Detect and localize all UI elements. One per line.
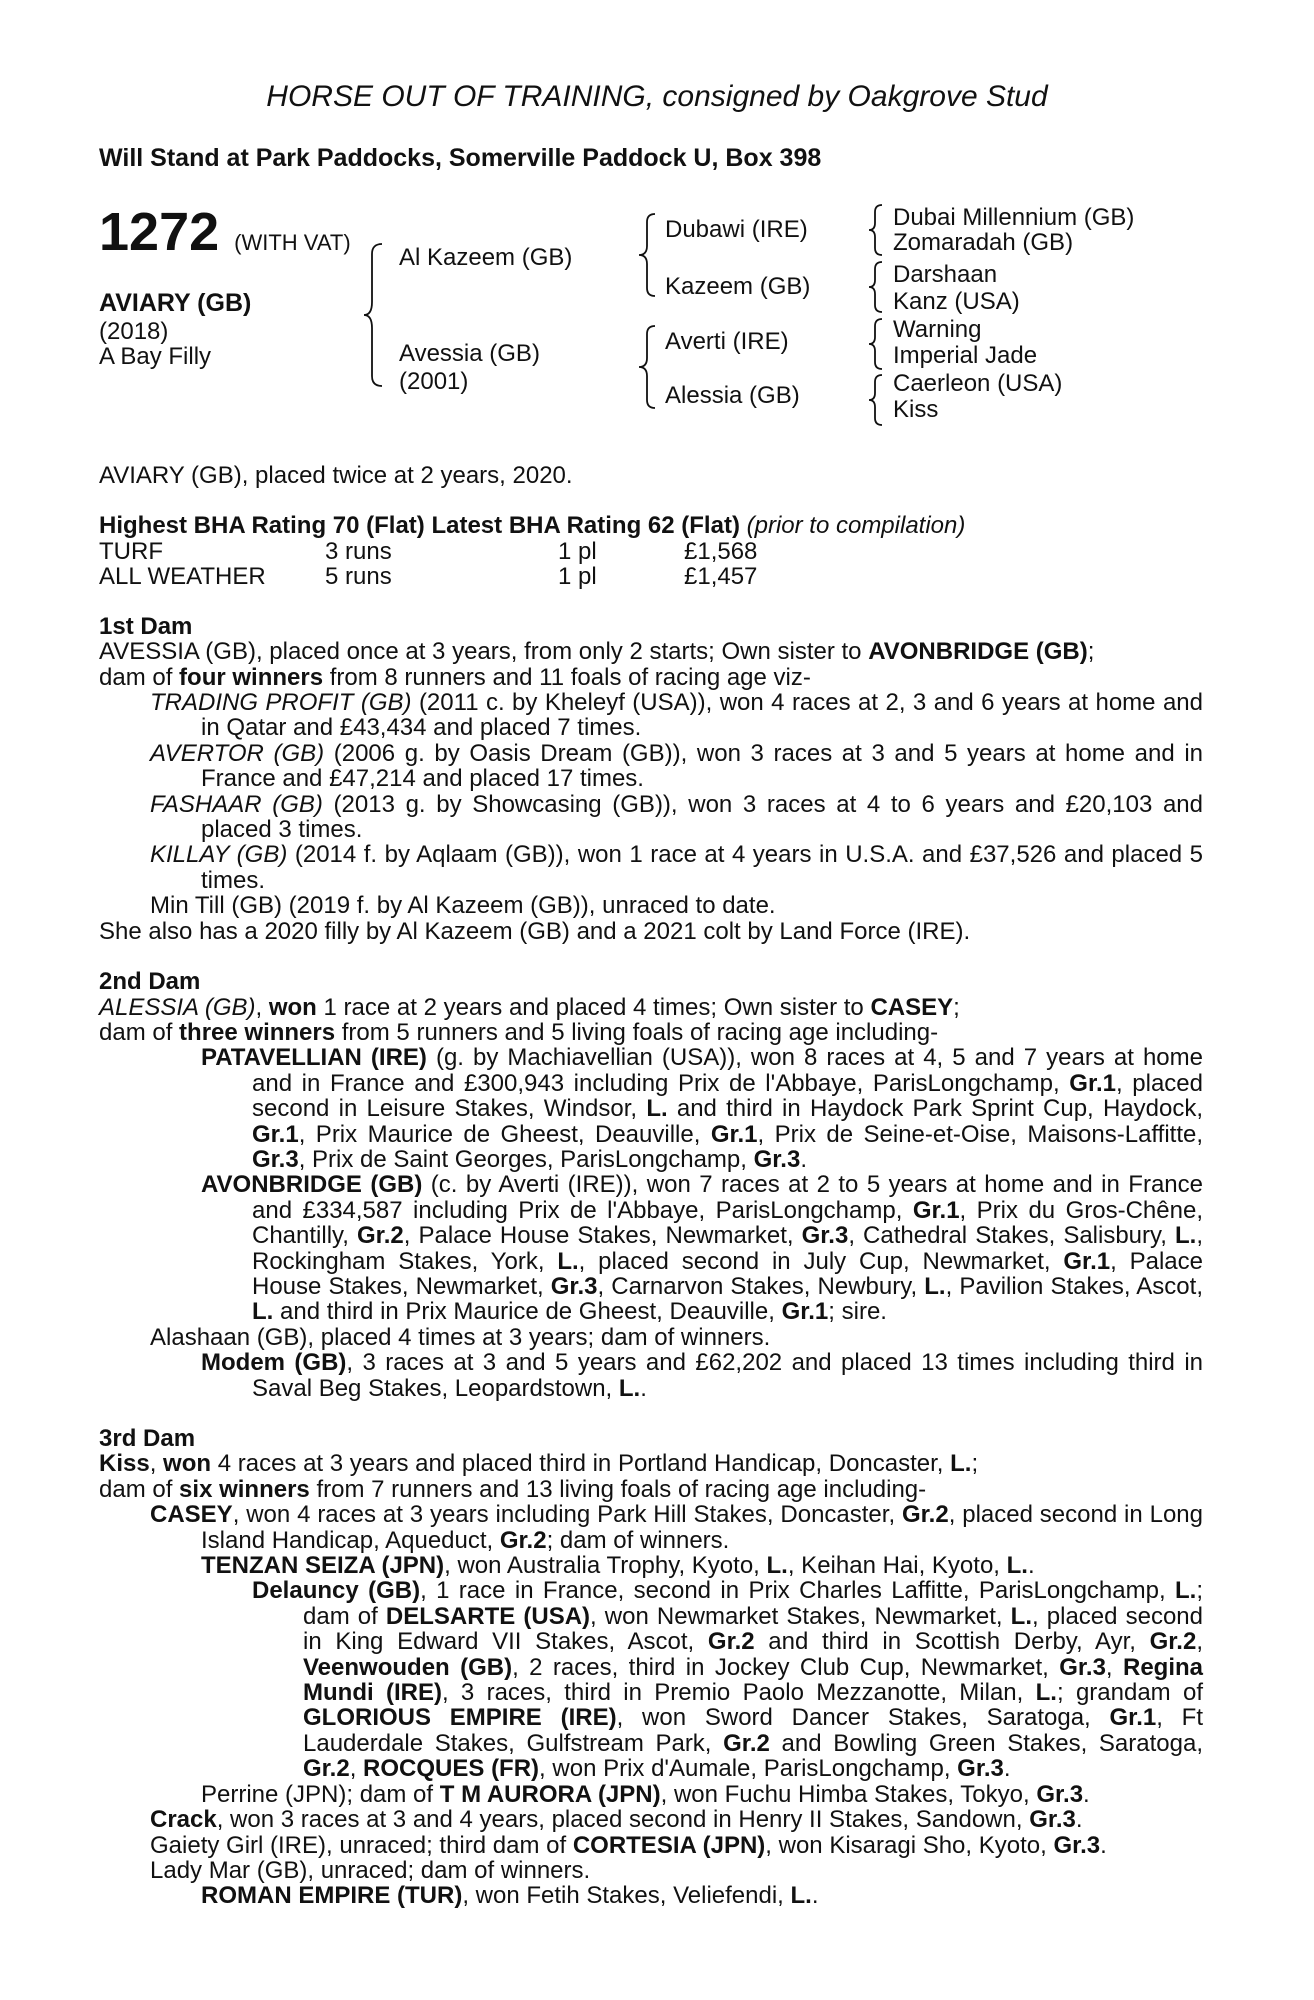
text-span: , placed second in Leisure Stakes, Windsor, — [252, 1069, 1203, 1123]
text-span: , — [1105, 1653, 1123, 1681]
first-dam-dam-of — [99, 665, 1203, 690]
runs-count: 3 runs — [325, 537, 392, 565]
text-span: Gr.1 — [1069, 1069, 1116, 1097]
text-span: from 7 runners and 13 living foals of racing age including- — [309, 1475, 927, 1503]
second-dam-intro — [99, 995, 1203, 1020]
bha-rating-text: Highest BHA Rating 70 (Flat) Latest BHA Rating 62 (Flat) — [99, 512, 740, 540]
text-span: , — [149, 1450, 164, 1478]
dam-dam: Alessia (GB) — [665, 382, 800, 409]
produce-name: ROMAN EMPIRE (TUR) — [201, 1882, 463, 1910]
runs-prize: £1,457 — [684, 562, 758, 590]
winner-count: four winners — [179, 663, 324, 691]
text-span: , — [349, 1755, 364, 1783]
sire-sire-dam: Zomaradah (GB) — [893, 229, 1074, 256]
sire-sire-sire: Dubai Millennium (GB) — [893, 204, 1135, 231]
text-span: . — [640, 1374, 647, 1402]
produce-text: (2014 f. by Aqlaam (GB)), won 1 race at 4 years in U.S.A. and £37,526 and placed 5 times. — [201, 841, 1204, 894]
text-span: , won Newmarket Stakes, Newmarket, — [590, 1602, 1011, 1630]
text-span: L. — [950, 1450, 972, 1478]
race-summary: AVIARY (GB), placed twice at 2 years, 2020. — [99, 462, 573, 489]
text-span: Gr.3 — [1036, 1780, 1084, 1808]
text-span: , 3 races at 3 and 5 years and £62,202 and placed 13 times including third in Saval Beg Stakes, Leopardstown, — [252, 1349, 1203, 1402]
list-item — [99, 690, 1203, 741]
text-span: , placed second in Long Island Handicap, Aqueduct, — [201, 1501, 1203, 1554]
text-span: T M AURORA (JPN) — [439, 1780, 661, 1808]
text-span: Gr.3 — [753, 1145, 801, 1173]
second-dam-dam-of — [99, 1020, 1203, 1045]
text-span: ; sire. — [828, 1298, 887, 1326]
sire: Al Kazeem (GB) — [399, 244, 573, 271]
bha-rating — [99, 513, 1203, 538]
text-span: (g. by Machiavellian (USA)), won 8 races at 4, 5 and 7 years at home and in France and £300,943 including Prix de l'Abbaye, ParisLongchamp, — [252, 1044, 1203, 1097]
text-span: ROCQUES (FR) — [363, 1755, 540, 1783]
text-span: Gr.2 — [303, 1755, 350, 1783]
text-span: , Cathedral Stakes, Salisbury, — [848, 1222, 1175, 1250]
runs-prize: £1,568 — [684, 537, 758, 565]
text-span: , Carnarvon Stakes, Newbury, — [597, 1272, 925, 1300]
text: dam of — [99, 663, 180, 691]
produce-name: KILLAY (GB) — [150, 841, 288, 869]
text: ; — [1087, 638, 1095, 666]
horse-description: A Bay Filly — [99, 343, 212, 370]
horse-name: AVIARY (GB) — [99, 289, 252, 317]
text-span: , Pavilion Stakes, Ascot, — [945, 1272, 1203, 1300]
sire-dam: Kazeem (GB) — [665, 273, 811, 300]
table-row — [99, 564, 757, 589]
text-span: Gr.3 — [1059, 1653, 1106, 1681]
text-span: L. — [924, 1272, 946, 1300]
text-span: , placed second in July Cup, Newmarket, — [578, 1247, 1064, 1275]
text-span: , won 3 races at 3 and 4 years, placed second in Henry II Stakes, Sandown, — [216, 1806, 1030, 1834]
text-span: Gr.1 — [912, 1196, 960, 1224]
dam-dam-sire: Caerleon (USA) — [893, 370, 1063, 397]
text-span: L. — [557, 1247, 579, 1275]
produce-name: TENZAN SEIZA (JPN) — [201, 1552, 445, 1580]
text-span: , placed second in King Edward VII Stakes, Ascot, — [303, 1602, 1203, 1656]
dam-sire: Averti (IRE) — [665, 328, 789, 355]
dam-sire-dam: Imperial Jade — [893, 342, 1038, 369]
text-span: L. — [1010, 1602, 1032, 1630]
runs-placed: 1 pl — [558, 537, 597, 565]
text-span: , won Prix d'Aumale, ParisLongchamp, — [539, 1755, 958, 1783]
list-item — [99, 792, 1203, 843]
text-span: L. — [766, 1552, 788, 1580]
text: AVESSIA (GB), placed once at 3 years, from only 2 starts; Own sister to — [99, 638, 869, 666]
text-span: , 1 race in France, second in Prix Charles Laffitte, ParisLongchamp, — [420, 1577, 1175, 1605]
text-span: Gr.3 — [957, 1755, 1004, 1783]
text-span: , Ft Lauderdale Stakes, Gulfstream Park, — [303, 1704, 1203, 1757]
first-dam-also: She also has a 2020 filly by Al Kazeem (GB) and a 2021 colt by Land Force (IRE). — [99, 917, 971, 945]
produce-text: (2013 g. by Showcasing (GB)), won 3 races at 4 to 6 years and £20,103 and placed 3 times. — [201, 790, 1204, 844]
text-span: , Prix Maurice de Gheest, Deauville, — [298, 1120, 711, 1148]
text-span: , 3 races, third in Premio Paolo Mezzanotte, Milan, — [441, 1679, 1036, 1707]
text-span: DELSARTE (USA) — [385, 1602, 591, 1630]
produce-name: TRADING PROFIT (GB) — [150, 689, 412, 717]
list-item — [99, 1172, 1203, 1324]
dam-year: (2001) — [399, 368, 469, 395]
text-span: Gr.3 — [252, 1145, 299, 1173]
text-span: , won Fuchu Himba Stakes, Tokyo, — [660, 1780, 1037, 1808]
text-span: , Palace House Stakes, Newmarket, — [252, 1247, 1203, 1300]
text-span: (c. by Averti (IRE)), won 7 races at 2 to 5 years at home and in France and £334,587 including Prix de l'Abbaye, ParisLongchamp, — [252, 1171, 1203, 1224]
text-span: and third in Prix Maurice de Gheest, Deauville, — [273, 1298, 782, 1326]
pedigree-brace-1 — [360, 240, 390, 390]
text-span: Gr.1 — [781, 1298, 829, 1326]
text-span: . — [811, 1882, 819, 1910]
text-span: ; grandam of — [1056, 1679, 1203, 1707]
list-item — [99, 1807, 1203, 1832]
text-span: . — [1003, 1755, 1011, 1783]
text-span: L. — [790, 1882, 812, 1910]
catalogue-body — [99, 463, 1203, 1909]
pedigree-brace-dd — [866, 372, 886, 428]
produce-name: CASEY — [150, 1501, 233, 1529]
bha-rating-note: (prior to compilation) — [746, 512, 966, 540]
list-item: Min Till (GB) (2019 f. by Al Kazeem (GB)), unraced to date. — [150, 892, 776, 920]
text-span: Gr.2 — [901, 1501, 949, 1529]
text-span: Gr.1 — [710, 1120, 758, 1148]
text-span: , won Sword Dancer Stakes, Saratoga, — [616, 1704, 1110, 1732]
text: 1 race at 2 years and placed 4 times; Own sister to — [316, 993, 871, 1021]
text-span: L. — [1175, 1222, 1197, 1250]
text-span: Gaiety Girl (IRE), unraced; third dam of — [150, 1831, 573, 1859]
sire-dam-dam: Kanz (USA) — [893, 288, 1020, 315]
list-item — [99, 1833, 1203, 1858]
text-span: , Rockingham Stakes, York, — [252, 1222, 1203, 1275]
text: from 5 runners and 5 living foals of racing age including- — [335, 1018, 939, 1046]
list-item — [99, 741, 1203, 792]
text-span: Gr.2 — [1149, 1628, 1197, 1656]
produce-text: (2011 c. by Kheleyf (USA)), won 4 races at 2, 3 and 6 years at home and in Qatar and £43,434 and placed 7 times. — [201, 689, 1203, 742]
text-span: . — [1100, 1831, 1107, 1859]
text-span: , won Australia Trophy, Kyoto, — [444, 1552, 767, 1580]
list-item — [99, 1045, 1203, 1172]
text-span: , won 4 races at 3 years including Park Hill Stakes, Doncaster, — [232, 1501, 902, 1529]
dam-sire-sire: Warning — [893, 316, 982, 343]
won-label: won — [163, 1450, 212, 1478]
lot-number — [99, 202, 351, 270]
lot-number-value: 1272 — [99, 202, 220, 262]
text-span: , Prix de Saint Georges, ParisLongchamp, — [298, 1145, 754, 1173]
produce-name: Delauncy (GB) — [252, 1577, 421, 1605]
text-span: Gr.1 — [1109, 1704, 1157, 1732]
winner-count: three winners — [179, 1018, 336, 1046]
pedigree-brace-sire — [633, 210, 663, 300]
dam: Avessia (GB) — [399, 340, 540, 367]
produce-name: AVERTOR (GB) — [150, 739, 325, 767]
text-span: ; — [971, 1450, 979, 1478]
runs-surface: ALL WEATHER — [99, 562, 266, 590]
text-span: . — [1027, 1552, 1035, 1580]
text-span: , Palace House Stakes, Newmarket, — [403, 1222, 802, 1250]
list-item — [99, 1553, 1203, 1578]
text-span: Gr.2 — [499, 1526, 547, 1554]
text-span: L. — [646, 1095, 668, 1123]
vat-note: (WITH VAT) — [234, 230, 351, 255]
second-dam-heading: 2nd Dam — [99, 968, 201, 996]
text: ; — [953, 993, 960, 1021]
list-item — [99, 1350, 1203, 1401]
list-item: Lady Mar (GB), unraced; dam of winners. — [150, 1856, 591, 1884]
text-span: . — [800, 1145, 807, 1173]
text-span: and third in Scottish Derby, Ayr, — [754, 1628, 1150, 1656]
text: , — [255, 993, 269, 1021]
text: dam of — [99, 1018, 180, 1046]
first-dam-heading: 1st Dam — [99, 612, 193, 640]
page-title: HORSE OUT OF TRAINING, consigned by Oakgrove Stud — [266, 80, 1048, 113]
text-span: L. — [1175, 1577, 1197, 1605]
text-span: Gr.2 — [357, 1222, 404, 1250]
sire-dam-sire: Darshaan — [893, 261, 998, 288]
third-dam-heading: 3rd Dam — [99, 1425, 196, 1452]
text-span: CORTESIA (JPN) — [572, 1831, 766, 1859]
text-span: Perrine (JPN); dam of — [201, 1780, 440, 1808]
text-span: Regina Mundi (IRE) — [303, 1653, 1204, 1707]
text-span: Veenwouden (GB) — [303, 1653, 513, 1681]
text-span: Gr.3 — [1029, 1806, 1076, 1834]
text-span: and Bowling Green Stakes, Saratoga, — [769, 1729, 1204, 1757]
list-item — [99, 842, 1203, 893]
text-span: Gr.2 — [707, 1628, 755, 1656]
text-span: , won Kisaragi Sho, Kyoto, — [765, 1831, 1054, 1859]
table-row — [99, 539, 757, 564]
dam-name: Kiss — [99, 1450, 150, 1478]
text-span: , Prix de Seine-et-Oise, Maisons-Laffitte, — [757, 1120, 1203, 1148]
text-span: Gr.3 — [801, 1222, 849, 1250]
text-span: ; dam of — [303, 1577, 1203, 1630]
horse-link: CASEY — [870, 993, 954, 1021]
list-item — [99, 1578, 1203, 1781]
text-span: , Prix du Gros-Chêne, Chantilly, — [252, 1196, 1203, 1250]
horse-year: (2018) — [99, 318, 169, 345]
text-span: Gr.1 — [1063, 1247, 1111, 1275]
text-span: , — [1196, 1628, 1203, 1656]
text-span: Gr.2 — [723, 1729, 770, 1757]
third-dam-dam-of — [99, 1477, 1203, 1502]
list-item: Alashaan (GB), placed 4 times at 3 years; dam of winners. — [150, 1323, 771, 1351]
won-label: won — [268, 993, 317, 1021]
text-span: L. — [618, 1374, 641, 1402]
text-span: Gr.1 — [252, 1120, 299, 1148]
runs-placed: 1 pl — [558, 562, 597, 590]
text-span: and third in Haydock Park Sprint Cup, Haydock, — [667, 1095, 1203, 1123]
text-span: 4 races at 3 years and placed third in Portland Handicap, Doncaster, — [211, 1450, 951, 1478]
horse-link: AVONBRIDGE (GB) — [868, 638, 1088, 666]
text-span: ; dam of winners. — [546, 1526, 730, 1554]
produce-name: PATAVELLIAN (IRE) — [201, 1044, 427, 1072]
pedigree-brace-ss — [866, 202, 886, 258]
third-dam-intro — [99, 1451, 1203, 1476]
text-span: . — [1075, 1806, 1083, 1834]
pedigree-brace-ds — [866, 316, 886, 372]
produce-name: Crack — [150, 1806, 217, 1834]
text-span: L. — [252, 1298, 274, 1326]
runs-count: 5 runs — [325, 562, 392, 590]
dam-name: ALESSIA (GB) — [99, 993, 256, 1021]
text-span: Gr.3 — [1053, 1831, 1101, 1859]
text-span: , won Fetih Stakes, Veliefendi, — [462, 1882, 791, 1910]
runs-surface: TURF — [99, 537, 163, 565]
text: from 8 runners and 11 foals of racing age viz- — [323, 663, 811, 691]
text-span: L. — [1006, 1552, 1028, 1580]
stand-location: Will Stand at Park Paddocks, Somerville Paddock U, Box 398 — [99, 144, 822, 172]
produce-name: FASHAAR (GB) — [150, 790, 323, 818]
produce-name: AVONBRIDGE (GB) — [201, 1171, 423, 1199]
text-span: , 2 races, third in Jockey Club Cup, Newmarket, — [512, 1653, 1060, 1681]
winner-count: six winners — [179, 1475, 310, 1503]
race-record-table — [99, 539, 757, 589]
text-span: Gr.3 — [550, 1272, 598, 1300]
list-item — [99, 1782, 1203, 1807]
text-span: dam of — [99, 1475, 180, 1503]
list-item — [99, 1502, 1203, 1553]
sire-sire: Dubawi (IRE) — [665, 216, 808, 243]
text-span: GLORIOUS EMPIRE (IRE) — [303, 1704, 617, 1732]
first-dam-intro — [99, 639, 1203, 664]
dam-dam-dam: Kiss — [893, 396, 939, 423]
text-span: . — [1083, 1780, 1090, 1808]
produce-text: (2006 g. by Oasis Dream (GB)), won 3 races at 3 and 5 years at home and in France and £47,214 and placed 17 times. — [201, 739, 1203, 793]
pedigree-brace-dam — [633, 322, 663, 412]
produce-name: Modem (GB) — [201, 1349, 347, 1377]
text-span: L. — [1035, 1679, 1057, 1707]
text-span: , Keihan Hai, Kyoto, — [787, 1552, 1007, 1580]
list-item — [99, 1883, 1203, 1908]
pedigree-brace-sd — [866, 259, 886, 315]
